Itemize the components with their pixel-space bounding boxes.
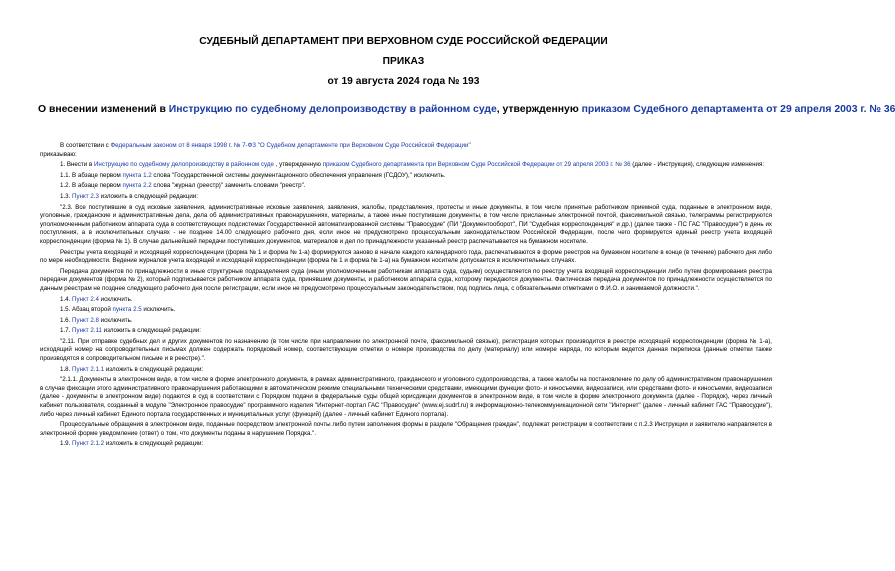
org-header: СУДЕБНЫЙ ДЕПАРТАМЕНТ ПРИ ВЕРХОВНОМ СУДЕ РОССИЙСКОЙ ФЕДЕРАЦИИ bbox=[199, 36, 608, 47]
quote-2-1-1: "2.1.1. Документы в электронном виде, в том числе в форме электронного документа, в рамках административного, гражданского и уголовного судопроизводства, а также жалобы на постановление по делу об административном правонарушении в случае фиксации этого административного правонарушения работающими в автоматическом режиме специальными техническими средствами, имеющими функции фото- и киносъемки, видеозаписи, или средствами фото- и киносъемки, видеозаписи (далее - документы в электронном виде) подаются в суд в соответствии с Порядком подачи в федеральные суды общей юрисдикции документов в электронном виде, в том числе в форме электронного документа (далее - Порядок), через личный кабинет пользователя, созданный в модуле "Электронное правосудие" программного изделия "Интернет-портал ГАС "Правосудие" (www.ej.sudrf.ru) в информационно-телекоммуникационной сети "Интернет" (далее - личный кабинет ГАС "Правосудие"), либо через личный кабинет Единого портала государственных и муниципальных услуг (функций) (далее - личный кабинет Единого портала). bbox=[40, 376, 772, 418]
quote-2-11: "2.11. При отправке судебных дел и других документов по назначению (в том числе при направлении по электронной почте, факсимильной связью), регистрация которых производится в реестре исходящей корреспонденции (форма № 1-а), исходящий номер на сопроводительных письмах должен содержать порядковый номер, соответствующие отметки о номере производства по делу (материалу) или номере наряда, по которым ведется данная переписка (данные отметки также производятся в сопроводительном письме и в реестре).". bbox=[40, 337, 772, 363]
item-1-4: 1.4. Пункт 2.4 исключить. bbox=[60, 295, 133, 303]
document-body bbox=[40, 142, 772, 449]
link-p2-5[interactable]: пункта 2.5 bbox=[112, 306, 142, 314]
basis-paragraph: В соответствии с Федеральным законом от 8 января 1998 г. № 7-ФЗ "О Судебном департаменте при Верховном Суде Российской Федерации" bbox=[60, 142, 471, 149]
doc-date: от 19 августа 2024 года № 193 bbox=[327, 76, 480, 87]
item-1-5: 1.5. Абзац второй пункта 2.5 исключить. bbox=[60, 306, 176, 314]
item-1-1: 1.1. В абзаце первом пункта 1.2 слова "Государственной системы документационного обеспечения управления (ГСДОУ)," исключить. bbox=[60, 171, 446, 179]
title-link-order[interactable]: приказом Судебного департамента от 29 апреля 2003 г. № 36 bbox=[581, 104, 895, 115]
item-1-6: 1.6. Пункт 2.8 исключить. bbox=[60, 316, 133, 324]
link-order-36[interactable]: приказом Судебного департамента при Верховном Суде Российской Федерации от 29 апреля 2003 г. № 36 bbox=[322, 161, 631, 169]
link-p2-1-1[interactable]: Пункт 2.1.1 bbox=[72, 365, 105, 373]
link-p1-2[interactable]: пункта 1.2 bbox=[122, 171, 152, 179]
item-1-3: 1.3. Пункт 2.3 изложить в следующей редакции: bbox=[60, 192, 198, 200]
doc-type: ПРИКАЗ bbox=[382, 56, 425, 67]
link-instruction[interactable]: Инструкцию по судебному делопроизводству в районном суде bbox=[93, 161, 274, 169]
order-word: приказываю: bbox=[40, 150, 77, 158]
title-text-pre: О внесении изменений в bbox=[38, 104, 169, 115]
quote-2-3-transfer: Передача документов по принадлежности в иные структурные подразделения суда (иным уполномоченным работникам аппарата суда, судьям) осуществляется по реестру учета входящей корреспонденции либо путем формирования реестра передачи документов (форма № 2), который подписывается работником аппарата суда, принявшим документы, и работником аппарата суда, которому передаются документы. Фактическая передача документов по принадлежности осуществляется по данным реестрам не позднее следующего рабочего дня после регистрации, если иное не предусмотрено процессуальным законодательством, под подпись лица, с обязательными отметками о Ф.И.О. и занимаемой должности.". bbox=[40, 267, 772, 292]
item-1-8: 1.8. Пункт 2.1.1 изложить в следующей редакции: bbox=[60, 365, 204, 373]
quote-2-3: "2.3. Все поступившие в суд исковые заявления, административные исковые заявления, заявления, жалобы, представления, протесты и иные документы, в том числе принятые работником приемной суда, поданные в электронном виде, уголовные, гражданские и административные дела, дела об административных правонарушениях, материалы, а также иные поступившие документы, в том числе присланные электронной почтой, факсимильной связью, телеграммы регистрируются уполномоченным работником аппарата суда в соответствующих подсистемах Государственной автоматизированной системы "Правосудие" (ПИ "Документооборот", ПИ "Судебная корреспонденция" и др.) (далее также - ПС ГАС "Правосудие") в день их поступления, а в исключительных случаях - не позднее 14.00 следующего рабочего дня, если иное не предусмотрено процессуальным законодательством Российской Федерации, после чего формируется единый реестр учета входящей корреспонденции (форма № 1). В случае дальнейшей передачи поступивших документов, материалов и дел по принадлежности указанный реестр распечатывается на бумажном носителе. bbox=[40, 203, 772, 245]
item-1-9: 1.9. Пункт 2.1.2 изложить в следующей редакции: bbox=[60, 440, 204, 448]
quote-2-3-registers: Реестры учета входящей и исходящей корреспонденции (форма № 1 и форма № 1-а) формируются заново в начале каждого календарного года, распечатываются в форме реестров на бумажном носителе в конце (в течение) рабочего дня либо по мере необходимости. Ведение журналов учета входящей и исходящей корреспонденции (форма № 1 и форма № 1-а) на бумажном носителе допускается в исключительных случаях. bbox=[40, 248, 772, 265]
link-p2-11[interactable]: Пункт 2.11 bbox=[72, 327, 102, 335]
link-p2-1-2[interactable]: Пункт 2.1.2 bbox=[72, 440, 105, 448]
link-p2-3[interactable]: Пункт 2.3 bbox=[72, 192, 99, 200]
title-text-mid: , утвержденную bbox=[496, 104, 582, 115]
title-link-instruction[interactable]: Инструкцию по судебному делопроизводству в районном суде bbox=[168, 104, 497, 115]
document-title bbox=[38, 104, 895, 115]
link-p2-2[interactable]: пункта 2.2 bbox=[122, 182, 152, 190]
item-1-2: 1.2. В абзаце первом пункта 2.2 слова "журнал (реестр)" заменить словами "реестр". bbox=[60, 182, 306, 190]
item-1: 1. Внести в Инструкцию по судебному делопроизводству в районном суде , утвержденную приказом Судебного департамента при Верховном Суде Российской Федерации от 29 апреля 2003 г. № 36 (далее - Инструкция), следующие изменения: bbox=[60, 161, 765, 169]
link-federal-law[interactable]: Федеральным законом от 8 января 1998 г. № 7-ФЗ "О Судебном департаменте при Верховном Суде Российской Федерации" bbox=[110, 142, 471, 149]
item-1-7: 1.7. Пункт 2.11 изложить в следующей редакции: bbox=[60, 327, 201, 335]
link-p2-4[interactable]: Пункт 2.4 bbox=[72, 295, 99, 303]
quote-2-1-1-appeals: Процессуальные обращения в электронном виде, поданные посредством электронной почты либо путем заполнения формы в разделе "Обращения граждан", подлежат регистрации в соответствии с п.2.3 Инструкции и заявителю направляется в электронной форме уведомление (ответ) о том, что документы поданы в нарушение Порядка.". bbox=[40, 421, 772, 437]
link-p2-8[interactable]: Пункт 2.8 bbox=[72, 316, 99, 324]
